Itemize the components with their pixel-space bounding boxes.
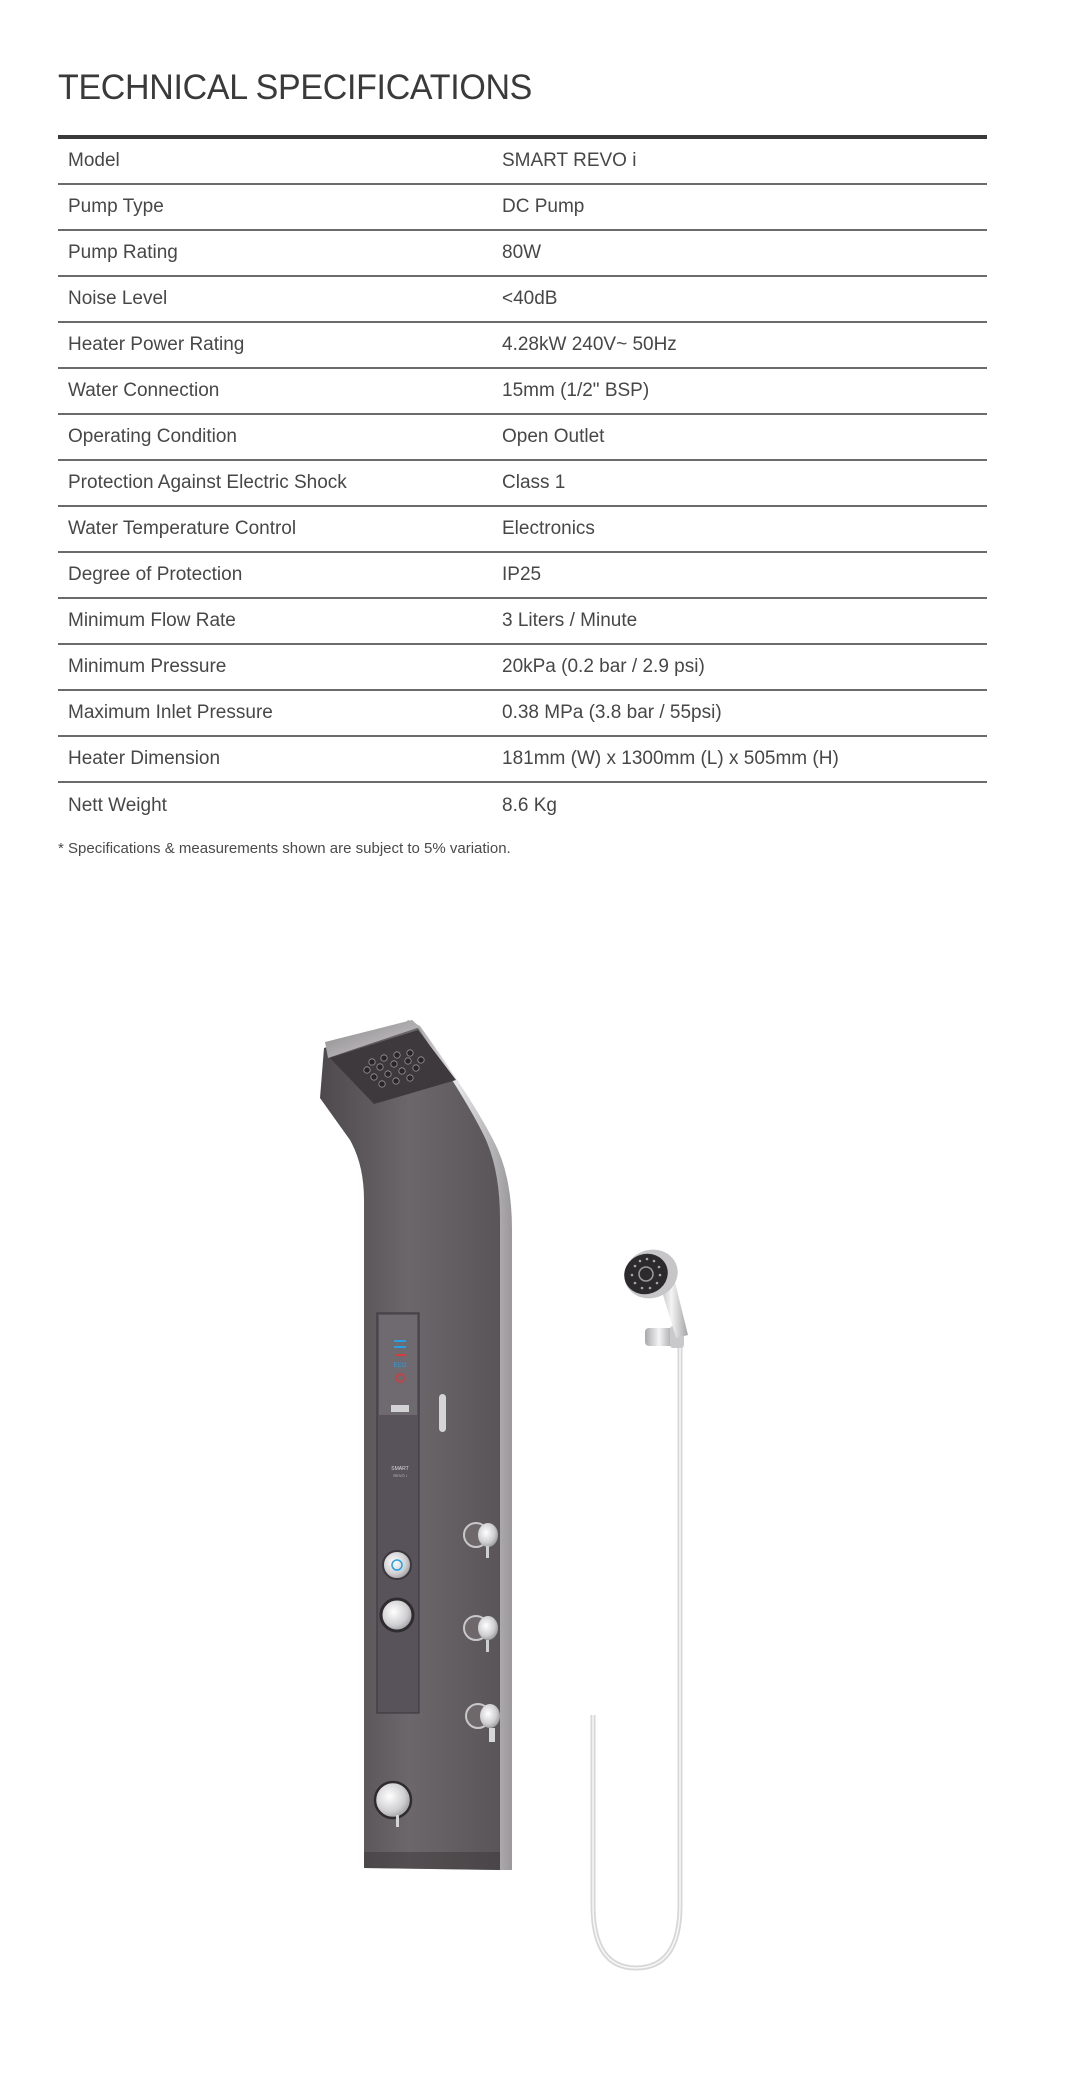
eco-label: ECO: [393, 1363, 407, 1369]
spec-row-maximum-inlet-pressure: [58, 691, 987, 737]
indicator-light-icon: [394, 1340, 406, 1342]
spec-label: Water Temperature Control: [68, 518, 297, 539]
spec-label: Degree of Protection: [68, 564, 243, 585]
spec-value: 20kPa (0.2 bar / 2.9 psi): [502, 656, 705, 677]
spec-value: 181mm (W) x 1300mm (L) x 505mm (H): [502, 748, 839, 769]
handshower-holder: [645, 1328, 673, 1346]
spec-row-water-connection: [58, 369, 987, 415]
shower-hose: [593, 1330, 680, 1968]
spec-row-pump-rating: [58, 231, 987, 277]
page-title: TECHNICAL SPECIFICATIONS: [58, 68, 533, 107]
spec-row-noise-level: [58, 277, 987, 323]
spec-label: Pump Type: [68, 196, 164, 217]
spec-label: Minimum Flow Rate: [68, 610, 236, 631]
panel-model-line2: REVO i: [393, 1473, 407, 1478]
spec-label: Minimum Pressure: [68, 656, 227, 677]
spec-value: 80W: [502, 242, 542, 263]
spec-value: 0.38 MPa (3.8 bar / 55psi): [502, 702, 722, 723]
spec-row-water-temperature-control: [58, 507, 987, 553]
spec-value: Class 1: [502, 472, 566, 493]
spec-label: Noise Level: [68, 288, 168, 309]
spec-row-degree-of-protection: [58, 553, 987, 599]
spec-value: Open Outlet: [502, 426, 605, 447]
spec-value: SMART REVO i: [502, 150, 637, 171]
spec-value: <40dB: [502, 288, 558, 309]
spec-value: DC Pump: [502, 196, 585, 217]
water-control-knob: [375, 1782, 411, 1818]
brand-logo: [391, 1405, 409, 1412]
spec-label: Pump Rating: [68, 242, 178, 263]
spec-label: Operating Condition: [68, 426, 237, 447]
spec-value: Electronics: [502, 518, 595, 539]
spec-label: Heater Power Rating: [68, 334, 245, 355]
spec-table: [58, 135, 987, 829]
spec-row-heater-power-rating: [58, 323, 987, 369]
spec-value: IP25: [502, 564, 542, 585]
shower-panel-illustration: [300, 1000, 720, 2000]
spec-label: Water Connection: [68, 380, 220, 401]
spec-row-electric-shock-protection: [58, 461, 987, 507]
spec-value: 4.28kW 240V~ 50Hz: [502, 334, 677, 355]
panel-model-line1: SMART: [391, 1466, 409, 1472]
product-image: [300, 1000, 720, 2000]
spec-value: 15mm (1/2" BSP): [502, 380, 650, 401]
spec-value: 3 Liters / Minute: [502, 610, 638, 631]
spec-label: Heater Dimension: [68, 748, 221, 769]
spec-row-model: [58, 139, 987, 185]
spec-label: Model: [68, 150, 120, 171]
spec-label: Maximum Inlet Pressure: [68, 702, 273, 723]
spec-value: 8.6 Kg: [502, 795, 557, 816]
specification-footnote: * Specifications & measurements shown are subject to 5% variation.: [58, 840, 511, 857]
mode-button: [383, 1551, 411, 1579]
spec-row-operating-condition: [58, 415, 987, 461]
spec-row-pump-type: [58, 185, 987, 231]
spec-label: Nett Weight: [68, 795, 167, 816]
spec-row-heater-dimension: [58, 737, 987, 783]
spec-row-nett-weight: [58, 783, 987, 829]
side-touch-buttons: [439, 1394, 446, 1432]
spec-label: Protection Against Electric Shock: [68, 472, 347, 493]
temperature-knob: [381, 1599, 413, 1631]
spec-row-minimum-pressure: [58, 645, 987, 691]
spec-row-minimum-flow-rate: [58, 599, 987, 645]
